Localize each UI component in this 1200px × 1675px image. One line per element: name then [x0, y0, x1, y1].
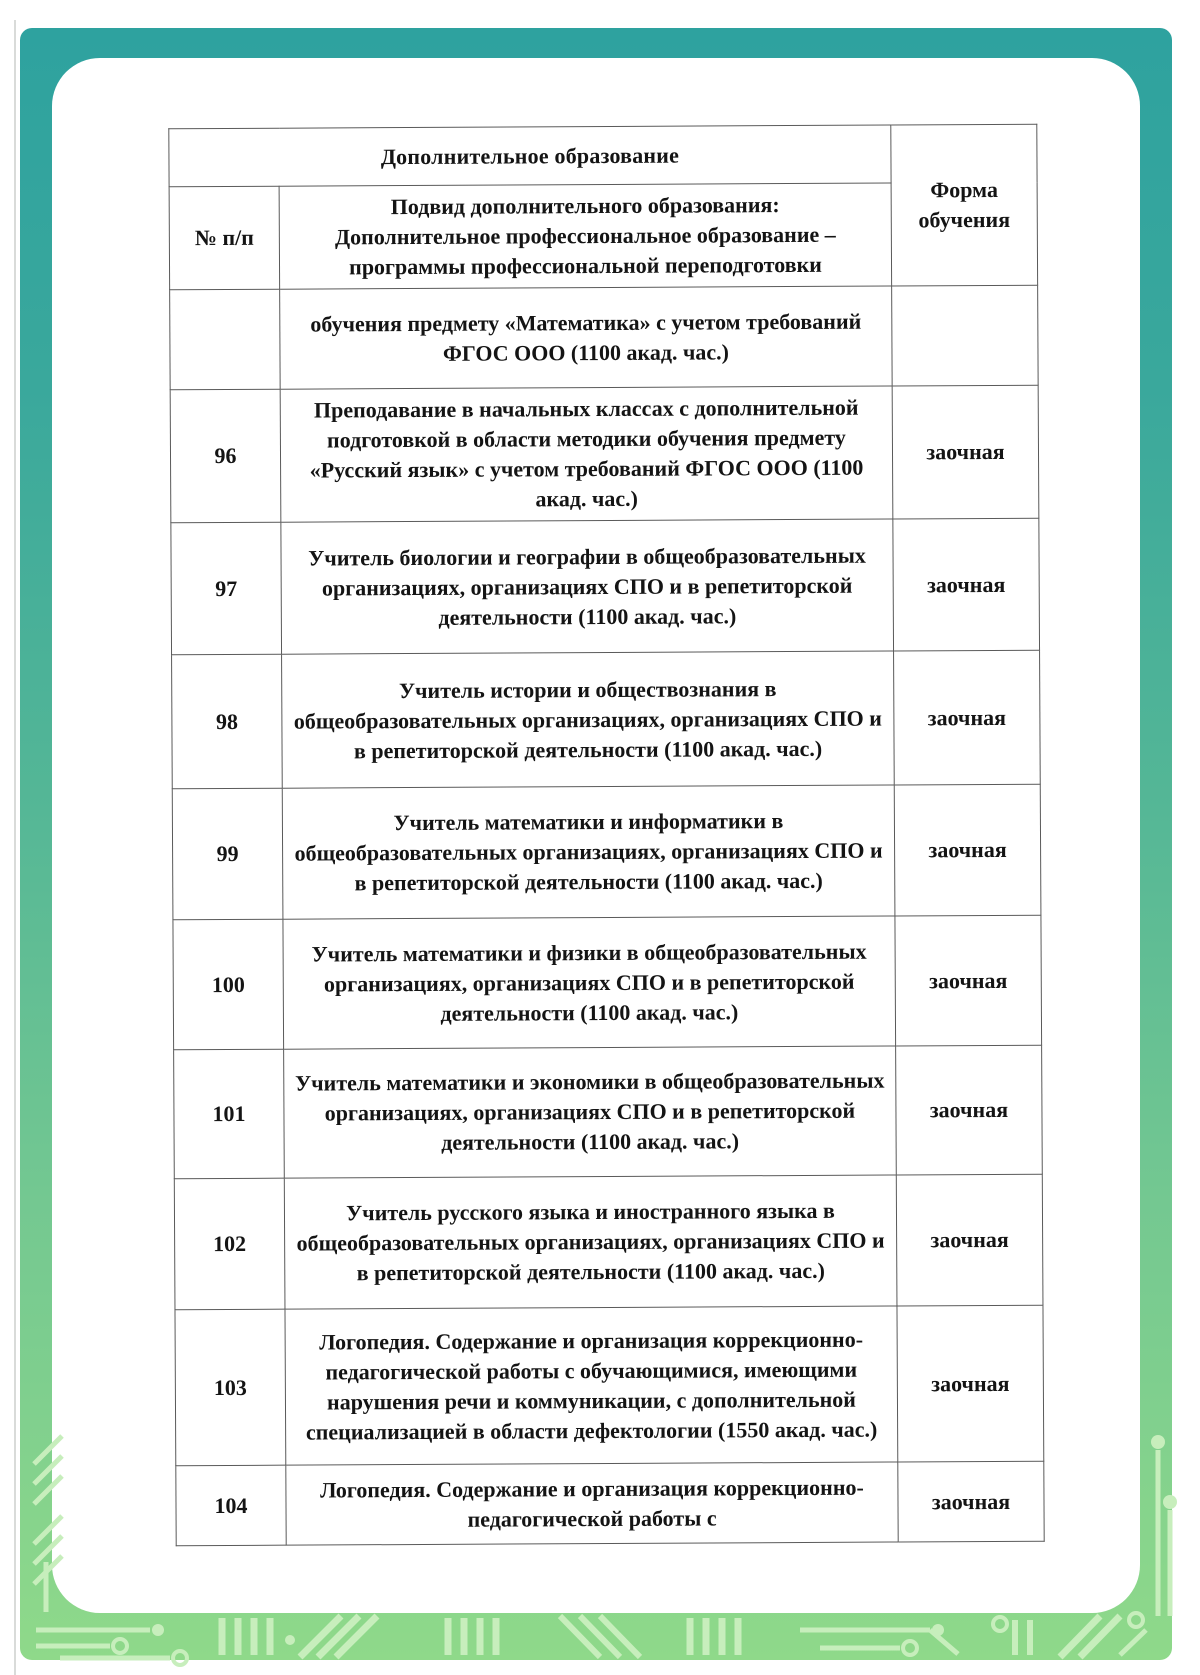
column-header-program — [279, 183, 892, 289]
program-cell: Учитель истории и обществознания в общеобразовательных организациях, организациях СПО и в репетиторской деятельности (1100 акад. час.) — [282, 651, 895, 788]
row-number-cell: 103 — [175, 1309, 286, 1466]
form-cell: заочная — [894, 650, 1041, 785]
row-number-cell — [170, 289, 281, 390]
column-header-number: № п/п — [169, 186, 280, 290]
table-row — [176, 1461, 1044, 1546]
row-number-cell: 104 — [176, 1465, 286, 1546]
table-row — [175, 1305, 1044, 1466]
program-cell: Логопедия. Содержание и организация коррекционно-педагогической работы с — [286, 1462, 898, 1545]
form-cell — [892, 285, 1039, 386]
row-number-cell: 96 — [170, 389, 281, 523]
program-header-line: Подвид дополнительного образования: — [390, 192, 780, 220]
program-cell: Преподавание в начальных классах с дополнительной подготовкой в области методики обучения предмету «Русский язык» с учетом требований ФГОС ООО (1100 акад. час.) — [280, 386, 893, 522]
table-row — [172, 650, 1041, 789]
form-cell: заочная — [894, 784, 1041, 916]
column-header-form: Форма обучения — [891, 124, 1038, 286]
program-header-line: программы профессиональной переподготовки — [349, 251, 822, 280]
column-group-title: Дополнительное образование — [169, 125, 891, 187]
row-number-cell: 97 — [171, 522, 282, 655]
education-programs-table — [168, 124, 1043, 1547]
row-number-cell: 102 — [174, 1178, 285, 1310]
form-cell: заочная — [892, 385, 1039, 519]
table-row — [173, 915, 1042, 1050]
row-number-cell: 101 — [174, 1049, 285, 1179]
row-number-cell: 98 — [172, 654, 283, 789]
row-number-cell: 100 — [173, 919, 284, 1050]
scan-page-edge — [14, 20, 16, 1675]
table-row — [170, 385, 1039, 523]
program-cell: обучения предмету «Математика» с учетом требований ФГОС ООО (1100 акад. час.) — [280, 286, 893, 389]
table-row — [174, 1174, 1043, 1310]
row-number-cell: 99 — [172, 788, 283, 920]
form-cell: заочная — [896, 1045, 1043, 1175]
program-cell: Учитель математики и экономики в общеобразовательных организациях, организациях СПО и в репетиторской деятельности (1100 акад. час.) — [284, 1046, 897, 1178]
program-cell: Учитель русского языка и иностранного языка в общеобразовательных организациях, организациях СПО и в репетиторской деятельности (1100 акад. час.) — [284, 1175, 897, 1309]
form-cell: заочная — [895, 915, 1042, 1046]
program-header-line: Дополнительное профессиональное образование – — [334, 221, 836, 250]
table-header-group-row — [169, 124, 1037, 187]
program-cell: Учитель математики и физики в общеобразовательных организациях, организациях СПО и в репетиторской деятельности (1100 акад. час.) — [283, 916, 896, 1049]
form-cell: заочная — [893, 518, 1040, 651]
program-cell: Учитель биологии и географии в общеобразовательных организациях, организациях СПО и в репетиторской деятельности (1100 акад. час.) — [281, 519, 894, 654]
form-cell: заочная — [898, 1461, 1044, 1542]
table-row — [171, 518, 1040, 655]
program-cell: Логопедия. Содержание и организация коррекционно-педагогической работы с обучающимися, имеющими нарушения речи и коммуникации, с дополнительной специализацией в области дефектологии (1550 акад. час.) — [285, 1306, 898, 1465]
table-row — [172, 784, 1041, 920]
program-cell: Учитель математики и информатики в общеобразовательных организациях, организациях СПО и в репетиторской деятельности (1100 акад. час.) — [282, 785, 895, 919]
form-cell: заочная — [896, 1174, 1043, 1306]
table-row — [174, 1045, 1043, 1179]
form-cell: заочная — [897, 1305, 1044, 1462]
table-row — [170, 285, 1039, 390]
